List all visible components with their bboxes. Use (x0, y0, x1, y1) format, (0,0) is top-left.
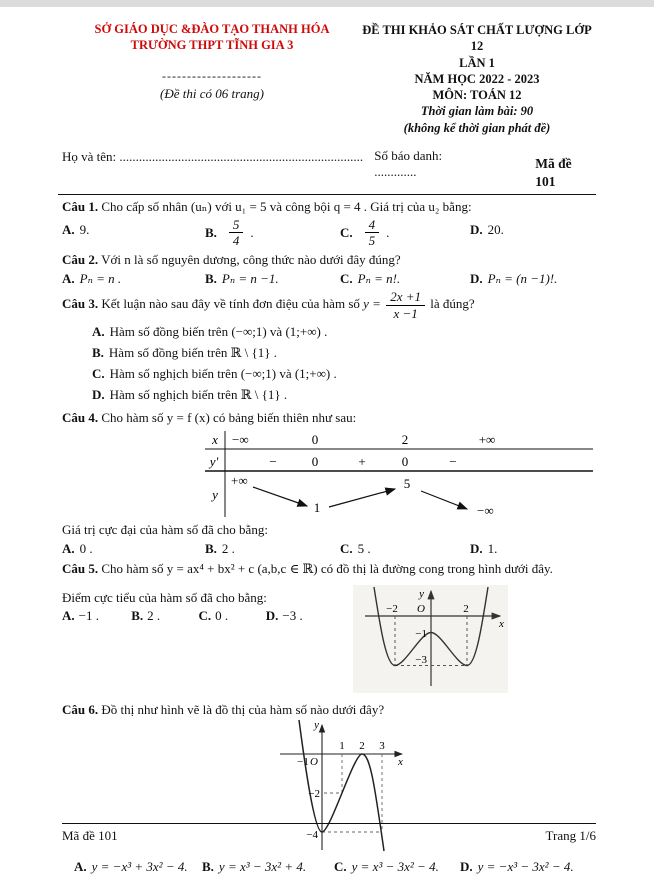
question-5-body (62, 581, 592, 697)
fraction: $\frac{2x +1}{x -1}$ (386, 290, 425, 320)
x-value-neg-inf: −∞ (232, 431, 249, 447)
x-value-2: 2 (401, 431, 409, 447)
xtick-3: 3 (379, 739, 385, 752)
variation-table (205, 429, 592, 521)
option-d: D. y = −x³ − 3x² − 4. (460, 858, 574, 874)
option-c: C. y = x³ − 3x² − 4. (334, 858, 439, 874)
option-a: A. y = −x³ + 3x² − 4. (74, 858, 188, 874)
school-name: TRƯỜNG THPT TĨNH GIA 3 (130, 37, 294, 52)
name-dotted-line: ........................................................................... (119, 148, 364, 164)
origin-label: O (310, 755, 318, 768)
yprime-sign-2: + (358, 453, 366, 469)
option-b: B. 2 . (131, 607, 161, 623)
question-4-label: Câu 4. (62, 409, 99, 425)
identity-row (62, 148, 592, 191)
xtick-2: 2 (359, 739, 365, 752)
x-value-pos-inf: +∞ (478, 431, 496, 447)
question-5-figure (353, 585, 508, 697)
question-6-options (62, 858, 592, 875)
y-bottom-right: −∞ (477, 502, 494, 518)
question-5-options (62, 607, 353, 624)
arrow-decreasing-1 (253, 487, 307, 506)
exam-code-badge: Mã đề 101 (535, 155, 572, 189)
question-5-stem: Câu 5. Cho hàm số y = ax⁴ + bx² + c (a,b,c ∈ ℝ) có đồ thị là đường cong trong hình dưới đây. (62, 561, 553, 577)
option-d: D. Pₙ = (n −1)!. (470, 270, 558, 286)
name-label: Họ và tên: (62, 148, 117, 164)
question-3 (62, 290, 592, 405)
y-local-max: 5 (403, 475, 411, 491)
y-top-left: +∞ (231, 472, 248, 488)
question-5-label: Câu 5. (62, 561, 99, 577)
origin-label: O (417, 603, 425, 616)
footer-row (62, 827, 596, 844)
footer-page-number: Trang 1/6 (545, 827, 596, 843)
ylabel-neg3: −3 (415, 654, 427, 667)
x-value-0: 0 (311, 431, 319, 447)
yprime-zero-2: 0 (401, 453, 409, 469)
question-4-prompt: Giá trị cực đại của hàm số đã cho bằng: (62, 521, 268, 537)
question-5 (62, 560, 592, 697)
question-1 (62, 198, 592, 247)
question-3-options (62, 322, 592, 405)
x-axis-label: x (499, 618, 504, 631)
question-2-options (62, 270, 592, 287)
question-3-label: Câu 3. (62, 296, 99, 312)
y-local-min: 1 (313, 499, 321, 515)
xtick-neg1: −1 (297, 755, 309, 768)
header-left-block (62, 22, 362, 136)
question-6 (62, 701, 592, 875)
exam-header (62, 22, 592, 136)
question-1-options (62, 218, 592, 248)
option-d: D. 20. (470, 221, 504, 237)
exam-attempt: LẦN 1 (459, 55, 495, 70)
option-b: B. 2 . (205, 541, 235, 557)
xtick-1: 1 (339, 739, 345, 752)
question-4 (62, 409, 592, 558)
question-3-stem: Câu 3. Kết luận nào sau đây về tính đơn điệu của hàm số y = $\frac{2x +1}{x -1}$ là đúng? (62, 289, 475, 321)
option-c: C. $\frac{4}{5}$ . (340, 216, 390, 249)
row-yprime-header: y′ (209, 453, 219, 469)
y-axis-label: y (419, 588, 424, 601)
question-1-label: Câu 1. (62, 199, 99, 215)
option-c: C. Pₙ = n!. (340, 270, 401, 286)
option-a: A. 0 . (62, 541, 93, 557)
question-5-left (62, 581, 353, 697)
arrow-increasing (329, 489, 395, 507)
ylabel-neg1: −1 (415, 628, 427, 641)
header-right-block (362, 22, 592, 136)
ytick-neg4: −4 (306, 828, 318, 841)
variation-table-svg (205, 429, 593, 517)
candidate-number-dotted-line: ............. (374, 164, 417, 179)
row-y-header: y (212, 486, 218, 502)
yprime-zero-1: 0 (311, 453, 319, 469)
question-2-stem: Câu 2. Với n là số nguyên dương, công thức nào dưới đây đúng? (62, 251, 401, 267)
row-x-header: x (212, 431, 218, 447)
option-d: D. 1. (470, 541, 498, 557)
candidate-number-label: Số báo danh: (374, 147, 443, 163)
option-d: D. Hàm số nghịch biến trên ℝ \ {1} . (92, 386, 288, 402)
option-b: B. Hàm số đồng biến trên ℝ \ {1} . (92, 345, 277, 361)
quartic-graph (353, 585, 508, 693)
xtick-2: 2 (463, 603, 469, 616)
candidate-number-block (374, 148, 497, 181)
footer-exam-code: Mã đề 101 (62, 827, 118, 843)
option-c: C. 5 . (340, 541, 371, 557)
option-a: A. −1 . (62, 607, 99, 623)
school-year: NĂM HỌC 2022 - 2023 (414, 71, 540, 86)
y-axis-label: y (314, 718, 319, 731)
student-name-line (62, 148, 374, 165)
department-name: SỞ GIÁO DỤC &ĐÀO TẠO THANH HÓA (94, 22, 330, 36)
option-b: B. Pₙ = n −1. (205, 270, 279, 286)
option-d: D. −3 . (265, 607, 303, 623)
option-c: C. Hàm số nghịch biến trên (−∞;1) và (1;+∞) . (92, 366, 337, 381)
xtick-neg2: −2 (386, 603, 398, 616)
scan-edge-strip (0, 0, 654, 7)
separator-dashes: -------------------- (162, 69, 262, 84)
question-4-stem: Câu 4. Cho hàm số y = f (x) có bảng biến thiên như sau: (62, 409, 357, 425)
question-6-stem: Câu 6. Đồ thị như hình vẽ là đồ thị của hàm số nào dưới đây? (62, 701, 385, 717)
question-2 (62, 251, 592, 287)
option-a: A. Hàm số đồng biến trên (−∞;1) và (1;+∞) . (92, 324, 328, 340)
page-footer (62, 823, 596, 844)
option-b: B. $\frac{5}{4}$ . (205, 216, 254, 249)
subject: MÔN: TOÁN 12 (432, 88, 522, 102)
question-5-prompt: Điểm cực tiểu của hàm số đã cho bằng: (62, 590, 267, 606)
option-a: A. 9. (62, 221, 90, 237)
fraction: $\frac{4}{5}$ (365, 218, 380, 248)
arrow-decreasing-2 (421, 491, 467, 509)
exam-title: ĐỀ THI KHẢO SÁT CHẤT LƯỢNG LỚP 12 (362, 23, 592, 54)
ytick-neg2: −2 (308, 787, 320, 800)
question-1-stem: Câu 1. Cho cấp số nhân (uₙ) với u₁ = 5 và công bội q = 4 . Giá trị của u₂ bằng: (62, 199, 472, 215)
header-separator-rule (58, 194, 596, 195)
pages-note: (Đề thi có 06 trang) (160, 86, 264, 102)
yprime-sign-1: − (269, 453, 277, 469)
footer-rule (62, 823, 596, 824)
option-a: A. Pₙ = n . (62, 270, 122, 286)
question-2-label: Câu 2. (62, 251, 99, 267)
question-6-label: Câu 6. (62, 701, 99, 717)
duration: Thời gian làm bài: 90 (420, 104, 534, 119)
duration-note: (không kể thời gian phát đề) (403, 120, 551, 135)
option-b: B. y = x³ − 3x² + 4. (202, 858, 307, 874)
question-4-options (62, 540, 592, 557)
x-axis-label: x (398, 755, 403, 768)
fraction: $\frac{5}{4}$ (229, 218, 244, 248)
option-c: C. 0 . (198, 607, 229, 623)
yprime-sign-3: − (449, 453, 457, 469)
